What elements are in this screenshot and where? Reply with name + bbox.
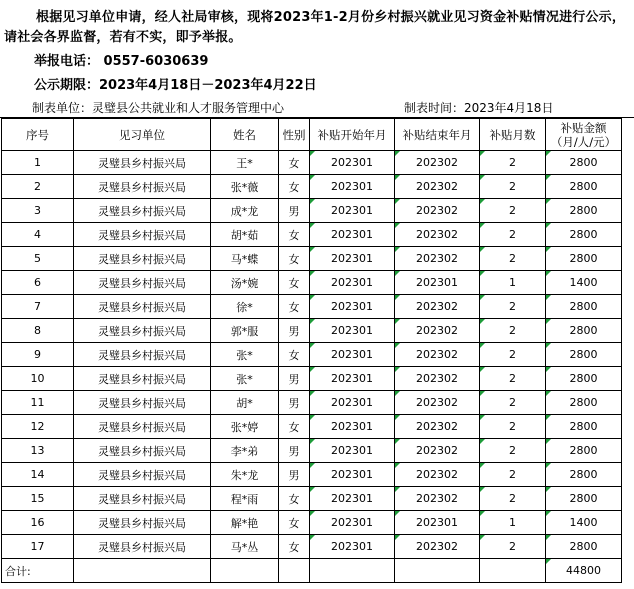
header-amount-line2: （月/人/元） xyxy=(550,134,617,149)
cell-months[interactable]: 1 xyxy=(480,511,546,535)
total-empty-cell[interactable] xyxy=(211,559,279,583)
cell-start[interactable]: 202301 xyxy=(310,295,395,319)
cell-amount[interactable]: 2800 xyxy=(546,535,622,559)
cell-gender[interactable]: 女 xyxy=(279,295,310,319)
cell-end[interactable]: 202302 xyxy=(395,439,480,463)
table-header-row xyxy=(2,119,622,151)
cell-name[interactable]: 张* xyxy=(211,367,279,391)
cell-amount[interactable]: 2800 xyxy=(546,175,622,199)
cell-start[interactable]: 202301 xyxy=(310,535,395,559)
cell-months[interactable]: 2 xyxy=(480,199,546,223)
cell-gender[interactable]: 女 xyxy=(279,247,310,271)
table-row xyxy=(2,199,622,223)
cell-no[interactable]: 1 xyxy=(2,151,74,175)
header-gender[interactable]: 性别 xyxy=(279,119,310,151)
cell-gender[interactable]: 女 xyxy=(279,175,310,199)
cell-amount[interactable]: 2800 xyxy=(546,415,622,439)
cell-gender[interactable]: 女 xyxy=(279,415,310,439)
header-amount-line1: 补贴金额 xyxy=(560,120,607,135)
cell-name[interactable]: 胡* xyxy=(211,391,279,415)
header-name[interactable]: 姓名 xyxy=(211,119,279,151)
table-row xyxy=(2,295,622,319)
total-label[interactable]: 合计: xyxy=(2,559,74,583)
cell-end[interactable]: 202302 xyxy=(395,319,480,343)
cell-unit[interactable]: 灵璧县乡村振兴局 xyxy=(74,535,211,559)
cell-end[interactable]: 202302 xyxy=(395,343,480,367)
cell-amount[interactable]: 2800 xyxy=(546,295,622,319)
cell-start[interactable]: 202301 xyxy=(310,199,395,223)
cell-unit[interactable]: 灵璧县乡村振兴局 xyxy=(74,463,211,487)
cell-no[interactable]: 12 xyxy=(2,415,74,439)
cell-gender[interactable]: 男 xyxy=(279,391,310,415)
cell-unit[interactable]: 灵璧县乡村振兴局 xyxy=(74,247,211,271)
cell-name[interactable]: 郭*服 xyxy=(211,319,279,343)
table-row xyxy=(2,487,622,511)
cell-months[interactable]: 2 xyxy=(480,415,546,439)
cell-name[interactable]: 张*薇 xyxy=(211,175,279,199)
total-row xyxy=(2,559,622,583)
cell-name[interactable]: 李*弟 xyxy=(211,439,279,463)
cell-gender[interactable]: 女 xyxy=(279,535,310,559)
cell-start[interactable]: 202301 xyxy=(310,319,395,343)
cell-name[interactable]: 胡*茹 xyxy=(211,223,279,247)
cell-name[interactable]: 徐* xyxy=(211,295,279,319)
cell-end[interactable]: 202302 xyxy=(395,391,480,415)
total-empty-cell[interactable] xyxy=(310,559,395,583)
cell-end[interactable]: 202302 xyxy=(395,199,480,223)
cell-start[interactable]: 202301 xyxy=(310,415,395,439)
cell-end[interactable]: 202302 xyxy=(395,415,480,439)
maker-unit: 制表单位：灵璧县公共就业和人才服务管理中心 xyxy=(32,101,285,115)
table-row xyxy=(2,175,622,199)
cell-end[interactable]: 202302 xyxy=(395,367,480,391)
cell-no[interactable]: 3 xyxy=(2,199,74,223)
report-hotline: 举报电话： 0557-6030639 xyxy=(34,54,209,69)
cell-amount[interactable]: 2800 xyxy=(546,439,622,463)
cell-start[interactable]: 202301 xyxy=(310,271,395,295)
cell-unit[interactable]: 灵璧县乡村振兴局 xyxy=(74,223,211,247)
cell-amount[interactable]: 2800 xyxy=(546,247,622,271)
cell-amount[interactable]: 2800 xyxy=(546,367,622,391)
header-unit[interactable]: 见习单位 xyxy=(74,119,211,151)
cell-end[interactable]: 202301 xyxy=(395,511,480,535)
cell-start[interactable]: 202301 xyxy=(310,511,395,535)
header-months[interactable]: 补贴月数 xyxy=(480,119,546,151)
table-body xyxy=(2,151,622,559)
table-row xyxy=(2,463,622,487)
cell-name[interactable]: 张*婷 xyxy=(211,415,279,439)
cell-unit[interactable]: 灵璧县乡村振兴局 xyxy=(74,319,211,343)
cell-no[interactable]: 14 xyxy=(2,463,74,487)
cell-gender[interactable]: 男 xyxy=(279,367,310,391)
cell-gender[interactable]: 男 xyxy=(279,439,310,463)
cell-gender[interactable]: 男 xyxy=(279,199,310,223)
total-empty-cell[interactable] xyxy=(74,559,211,583)
total-empty-cell[interactable] xyxy=(480,559,546,583)
cell-start[interactable]: 202301 xyxy=(310,487,395,511)
cell-amount[interactable]: 2800 xyxy=(546,199,622,223)
cell-months[interactable]: 2 xyxy=(480,295,546,319)
cell-gender[interactable]: 女 xyxy=(279,343,310,367)
subsidy-table xyxy=(1,118,622,583)
table-row xyxy=(2,535,622,559)
cell-no[interactable]: 16 xyxy=(2,511,74,535)
cell-months[interactable]: 1 xyxy=(480,271,546,295)
header-no[interactable]: 序号 xyxy=(2,119,74,151)
cell-unit[interactable]: 灵璧县乡村振兴局 xyxy=(74,343,211,367)
cell-gender[interactable]: 女 xyxy=(279,271,310,295)
cell-gender[interactable]: 男 xyxy=(279,319,310,343)
cell-gender[interactable]: 女 xyxy=(279,223,310,247)
cell-no[interactable]: 11 xyxy=(2,391,74,415)
cell-start[interactable]: 202301 xyxy=(310,391,395,415)
cell-unit[interactable]: 灵璧县乡村振兴局 xyxy=(74,511,211,535)
cell-months[interactable]: 2 xyxy=(480,535,546,559)
cell-name[interactable]: 解*艳 xyxy=(211,511,279,535)
table-row xyxy=(2,247,622,271)
cell-name[interactable]: 汤*婉 xyxy=(211,271,279,295)
cell-no[interactable]: 13 xyxy=(2,439,74,463)
cell-name[interactable]: 程*雨 xyxy=(211,487,279,511)
cell-amount[interactable]: 2800 xyxy=(546,223,622,247)
cell-unit[interactable]: 灵璧县乡村振兴局 xyxy=(74,295,211,319)
cell-months[interactable]: 2 xyxy=(480,367,546,391)
cell-unit[interactable]: 灵璧县乡村振兴局 xyxy=(74,391,211,415)
notice-text: 根据见习单位申请，经人社局审核，现将2023年1-2月份乡村振兴就业见习资金补贴情况进行公示，请社会各界监督，若有不实，即予举报。 xyxy=(4,10,626,45)
cell-amount[interactable]: 1400 xyxy=(546,271,622,295)
table-row xyxy=(2,343,622,367)
cell-start[interactable]: 202301 xyxy=(310,463,395,487)
maker-date: 制表时间：2023年4月18日 xyxy=(404,101,554,115)
cell-unit[interactable]: 灵璧县乡村振兴局 xyxy=(74,415,211,439)
table-row xyxy=(2,151,622,175)
cell-name[interactable]: 马*丛 xyxy=(211,535,279,559)
header-amount[interactable] xyxy=(546,119,622,151)
cell-months[interactable]: 2 xyxy=(480,247,546,271)
cell-unit[interactable]: 灵璧县乡村振兴局 xyxy=(74,487,211,511)
cell-gender[interactable]: 男 xyxy=(279,463,310,487)
publicity-period: 公示期限：2023年4月18日－2023年4月22日 xyxy=(34,78,317,93)
cell-name[interactable]: 王* xyxy=(211,151,279,175)
cell-start[interactable]: 202301 xyxy=(310,175,395,199)
cell-end[interactable]: 202301 xyxy=(395,271,480,295)
cell-amount[interactable]: 1400 xyxy=(546,511,622,535)
table-row xyxy=(2,319,622,343)
table-row xyxy=(2,367,622,391)
cell-start[interactable]: 202301 xyxy=(310,223,395,247)
cell-months[interactable]: 2 xyxy=(480,223,546,247)
table-row xyxy=(2,391,622,415)
cell-months[interactable]: 2 xyxy=(480,487,546,511)
cell-no[interactable]: 15 xyxy=(2,487,74,511)
cell-end[interactable]: 202302 xyxy=(395,175,480,199)
cell-no[interactable]: 8 xyxy=(2,319,74,343)
cell-months[interactable]: 2 xyxy=(480,175,546,199)
cell-months[interactable]: 2 xyxy=(480,439,546,463)
cell-end[interactable]: 202302 xyxy=(395,151,480,175)
cell-no[interactable]: 2 xyxy=(2,175,74,199)
cell-unit[interactable]: 灵璧县乡村振兴局 xyxy=(74,271,211,295)
cell-unit[interactable]: 灵璧县乡村振兴局 xyxy=(74,439,211,463)
cell-no[interactable]: 17 xyxy=(2,535,74,559)
cell-gender[interactable]: 女 xyxy=(279,151,310,175)
cell-amount[interactable]: 2800 xyxy=(546,319,622,343)
cell-unit[interactable]: 灵璧县乡村振兴局 xyxy=(74,367,211,391)
cell-end[interactable]: 202302 xyxy=(395,295,480,319)
cell-no[interactable]: 7 xyxy=(2,295,74,319)
cell-no[interactable]: 5 xyxy=(2,247,74,271)
cell-end[interactable]: 202302 xyxy=(395,463,480,487)
cell-amount[interactable]: 2800 xyxy=(546,391,622,415)
total-amount[interactable]: 44800 xyxy=(546,559,622,583)
cell-amount[interactable]: 2800 xyxy=(546,463,622,487)
cell-amount[interactable]: 2800 xyxy=(546,487,622,511)
cell-months[interactable]: 2 xyxy=(480,343,546,367)
total-empty-cell[interactable] xyxy=(279,559,310,583)
cell-months[interactable]: 2 xyxy=(480,463,546,487)
cell-start[interactable]: 202301 xyxy=(310,367,395,391)
cell-months[interactable]: 2 xyxy=(480,319,546,343)
cell-end[interactable]: 202302 xyxy=(395,247,480,271)
cell-amount[interactable]: 2800 xyxy=(546,343,622,367)
cell-start[interactable]: 202301 xyxy=(310,343,395,367)
cell-unit[interactable]: 灵璧县乡村振兴局 xyxy=(74,199,211,223)
cell-amount[interactable]: 2800 xyxy=(546,151,622,175)
table-row xyxy=(2,271,622,295)
header-start[interactable]: 补贴开始年月 xyxy=(310,119,395,151)
table-row xyxy=(2,511,622,535)
cell-no[interactable]: 6 xyxy=(2,271,74,295)
total-empty-cell[interactable] xyxy=(395,559,480,583)
table-row xyxy=(2,223,622,247)
cell-months[interactable]: 2 xyxy=(480,151,546,175)
cell-name[interactable]: 朱*龙 xyxy=(211,463,279,487)
table-row xyxy=(2,439,622,463)
cell-end[interactable]: 202302 xyxy=(395,487,480,511)
cell-unit[interactable]: 灵璧县乡村振兴局 xyxy=(74,175,211,199)
cell-gender[interactable]: 女 xyxy=(279,511,310,535)
cell-no[interactable]: 4 xyxy=(2,223,74,247)
cell-months[interactable]: 2 xyxy=(480,391,546,415)
cell-name[interactable]: 马*蝶 xyxy=(211,247,279,271)
cell-no[interactable]: 9 xyxy=(2,343,74,367)
cell-name[interactable]: 张* xyxy=(211,343,279,367)
cell-start[interactable]: 202301 xyxy=(310,439,395,463)
cell-end[interactable]: 202302 xyxy=(395,223,480,247)
table-row xyxy=(2,415,622,439)
cell-start[interactable]: 202301 xyxy=(310,151,395,175)
cell-end[interactable]: 202302 xyxy=(395,535,480,559)
cell-no[interactable]: 10 xyxy=(2,367,74,391)
cell-gender[interactable]: 女 xyxy=(279,487,310,511)
cell-name[interactable]: 成*龙 xyxy=(211,199,279,223)
cell-unit[interactable]: 灵璧县乡村振兴局 xyxy=(74,151,211,175)
cell-start[interactable]: 202301 xyxy=(310,247,395,271)
header-end[interactable]: 补贴结束年月 xyxy=(395,119,480,151)
